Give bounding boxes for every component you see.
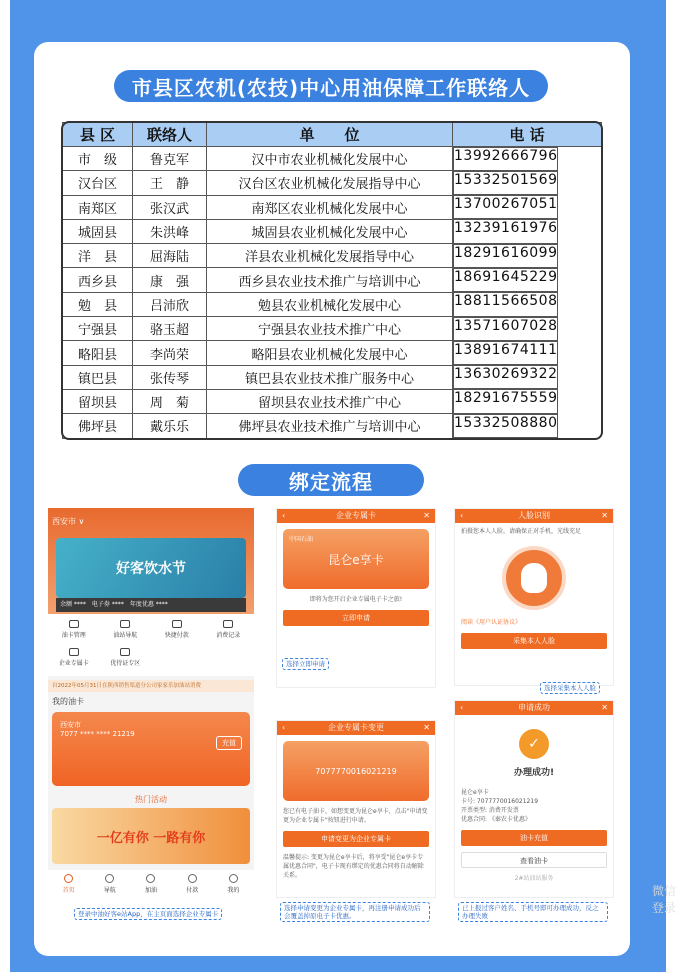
grid-item-card-manage[interactable] [48,620,100,648]
city-selector[interactable]: 西安市 ∨ [52,517,85,526]
unit-cell: 西乡县农业技术推广与培训中心 [207,268,453,292]
tab-label: 加油 [144,887,157,894]
grid-label: 消费记录 [216,632,241,639]
process-title: 绑定流程 [238,464,424,496]
title-bar [277,509,435,523]
grid-label: 油卡管理 [61,632,86,639]
home-icon [64,874,73,883]
bar-title: 人脸识别 [518,511,550,520]
content-card [34,42,630,956]
contact-cell: 周 菊 [133,389,207,413]
grid-item-nav[interactable] [100,620,152,648]
unit-cell: 勉县农业机械化发展中心 [207,292,453,316]
phone-cell: 13700267051 [453,195,558,219]
e-card [283,741,429,801]
callout-step4: 选择申请变更为企业专属卡，再注册申请成功后会覆盖掉原电子卡优惠。 [280,902,430,922]
grid-label: 企业专属卡 [58,660,89,667]
enterprise-card-icon [69,648,79,656]
phone-cell: 15332501569 [453,171,558,195]
col-phone: 电 话 [453,123,602,147]
tab-label: 付款 [186,887,199,894]
capture-face-button[interactable]: 采集本人人脸 [461,633,607,649]
grid-item-records[interactable] [203,620,255,648]
contact-cell: 王 静 [133,171,207,195]
my-card-title: 我的油卡 [52,697,84,706]
district-cell: 汉台区 [63,171,133,195]
contact-cell: 李尚荣 [133,341,207,365]
info-line: 昆仑e享卡 [461,789,489,796]
hot-activity-title: 热门活动 [135,795,167,804]
change-button[interactable]: 申请变更为企业专属卡 [283,831,429,847]
contact-cell: 鲁克军 [133,147,207,171]
contact-cell: 吕沛欣 [133,292,207,316]
function-grid [48,614,254,676]
agreement-link[interactable]: 阅读《用户认证协议》 [461,619,522,626]
col-district: 县 区 [63,123,133,147]
grid-label: 优待证专区 [110,660,141,667]
district-cell: 市 级 [63,147,133,171]
success-info [461,788,607,824]
unit-cell: 城固县农业机械化发展中心 [207,219,453,243]
contact-cell: 屈海陆 [133,244,207,268]
phone-cell: 18291616099 [453,244,558,268]
fuel-icon [146,874,155,883]
check-icon: ✓ [519,729,549,759]
contact-cell: 张传琴 [133,365,207,389]
district-cell: 留坝县 [63,389,133,413]
contact-cell: 朱洪峰 [133,219,207,243]
phone-cell: 18691645229 [453,268,558,292]
table-row [63,292,602,316]
bar-title: 企业专属卡 [336,511,376,520]
district-cell: 西乡县 [63,268,133,292]
tab-nav[interactable] [89,874,130,900]
location-icon [120,620,130,628]
phone-cell: 13239161976 [453,219,558,243]
face-recognition-screenshot [454,508,614,686]
face-instruction: 拍摄您本人人脸，请确保正对手机，光线充足 [461,528,582,535]
district-cell: 南郑区 [63,195,133,219]
callout-step2: 选择立即申请 [282,658,329,670]
activity-ad[interactable]: 一亿有你 一路有你 [52,808,250,864]
table-row [63,365,602,389]
apply-success-screenshot [454,700,614,898]
tab-label: 导航 [103,887,116,894]
close-icon[interactable]: ✕ [423,511,430,520]
recharge-button[interactable]: 充值 [216,736,242,750]
unit-cell: 留坝县农业技术推广中心 [207,389,453,413]
certificate-icon [120,648,130,656]
card-icon [69,620,79,628]
success-title: 办理成功! [513,768,555,778]
unit-cell: 洋县农业机械化发展指导中心 [207,244,453,268]
receipt-icon [223,620,233,628]
table-row [63,244,602,268]
district-cell: 略阳县 [63,341,133,365]
contact-cell: 张汉武 [133,195,207,219]
callout-step3: 选择采集本人人脸 [540,682,600,694]
apply-button[interactable]: 立即申请 [283,610,429,626]
grid-label: 油站导航 [113,632,138,639]
back-icon[interactable]: ‹ [282,723,286,732]
title-bar [455,509,613,523]
view-card-button[interactable]: 查看油卡 [461,852,607,868]
back-icon[interactable]: ‹ [282,511,286,520]
oil-card[interactable] [52,712,250,786]
phone-cell: 18811566508 [453,292,558,316]
contacts-table [62,122,602,439]
back-icon[interactable]: ‹ [460,703,464,712]
contact-cell: 康 强 [133,268,207,292]
compass-icon [105,874,114,883]
district-cell: 佛坪县 [63,414,133,438]
table-row [63,195,602,219]
watermark: 微信登录 [652,884,676,915]
table-row [63,219,602,243]
grid-item-preferential[interactable] [100,648,152,676]
contact-cell: 戴乐乐 [133,414,207,438]
callout-step1: 登录中油好客e站App，在主页面选择企业专属卡 [74,908,222,920]
close-icon[interactable]: ✕ [601,511,608,520]
head-shape [521,563,547,593]
table-row [63,147,602,171]
table-header [63,123,602,147]
phone-cell: 13630269322 [453,365,558,389]
info-line: 优惠合同: 《秦农卡优惠》 [461,816,531,823]
unit-cell: 佛坪县农业技术推广与培训中心 [207,414,453,438]
col-unit: 单 位 [207,123,453,147]
tab-label: 我的 [227,887,240,894]
phone-cell: 13992666796 [453,147,558,171]
contact-cell: 骆玉超 [133,317,207,341]
unit-cell: 汉台区农业机械化发展指导中心 [207,171,453,195]
district-cell: 城固县 [63,219,133,243]
balance-info: 余额 **** 电子券 **** 年度优惠 **** [56,598,246,612]
district-cell: 镇巴县 [63,365,133,389]
pay-icon [188,874,197,883]
tab-bar [48,870,254,900]
district-cell: 洋 县 [63,244,133,268]
phone-cell: 15332508880 [453,414,558,438]
kunlun-card [283,529,429,589]
table-row [63,317,602,341]
tab-pay[interactable] [172,874,213,900]
table-row [63,414,602,438]
change-text: 您已有电子油卡，如想变更为昆仑e享卡，点击"申请变更为企业专属卡"按钮进行申请。 [283,808,428,824]
promo-banner[interactable]: 好客饮水节 [56,538,246,598]
recharge-button[interactable]: 油卡充值 [461,830,607,846]
back-icon[interactable]: ‹ [460,511,464,520]
tab-refuel[interactable] [130,874,171,900]
unit-cell: 南郑区农业机械化发展中心 [207,195,453,219]
intro-text: 即将为您开启企业专属电子卡之旅! [309,596,403,603]
grid-label: 快捷付款 [164,632,189,639]
card-change-screenshot [276,720,436,898]
card-city: 西安市 [60,721,81,729]
grid-item-enterprise-card[interactable] [48,648,100,676]
unit-cell: 镇巴县农业技术推广服务中心 [207,365,453,389]
card-name: 昆仑e享卡 [328,552,384,567]
tab-label: 首页 [62,887,75,894]
tab-home[interactable] [48,874,89,900]
table-row [63,389,602,413]
table-row [63,341,602,365]
title-bar [455,701,613,715]
title-bar [277,721,435,735]
card-number: 7077 **** **** 21219 [60,730,135,738]
unit-cell: 宁强县农业技术推广中心 [207,317,453,341]
col-contact: 联络人 [133,123,207,147]
tab-mine[interactable] [213,874,254,900]
card-number: 7077770016021219 [315,766,397,776]
face-avatar-icon [502,546,566,610]
info-line: 卡号: 7077770016021219 [461,798,539,805]
unit-cell: 汉中市农业机械化发展中心 [207,147,453,171]
table-row [63,171,602,195]
close-icon[interactable]: ✕ [601,703,608,712]
footer-text: 2#站油站服务 [514,875,554,882]
phone-cell: 13571607028 [453,317,558,341]
grid-item-pay[interactable] [151,620,203,648]
close-icon[interactable]: ✕ [423,723,430,732]
bar-title: 企业专属卡变更 [328,723,384,732]
phone-cell: 18291675559 [453,389,558,413]
table-row [63,268,602,292]
district-cell: 宁强县 [63,317,133,341]
contacts-title: 市县区农机(农技)中心用油保障工作联络人 [114,70,548,102]
district-cell: 勉 县 [63,292,133,316]
bar-title: 申请成功 [518,703,550,712]
notice-bar: 自2022年05月31日在陕西销售渠道分公司家家乐加油站消费 [48,680,254,692]
user-icon [229,874,238,883]
pay-icon [172,620,182,628]
info-line: 开票类型: 消费开发票 [461,807,519,814]
callout-step5: 已上报过客户姓名、手机号即可办理成功，反之办理失败 [458,902,608,922]
unit-cell: 略阳县农业机械化发展中心 [207,341,453,365]
tips-text: 温馨提示: 变更为昆仑e享卡后，将享受"昆仑e享卡专属优惠合同"，电子卡现有绑定的优惠合同将自动解除关系。 [283,854,424,879]
petrochina-logo: 中国石油 [289,536,314,543]
app-home-screenshot [48,508,254,900]
phone-cell: 13891674111 [453,341,558,365]
